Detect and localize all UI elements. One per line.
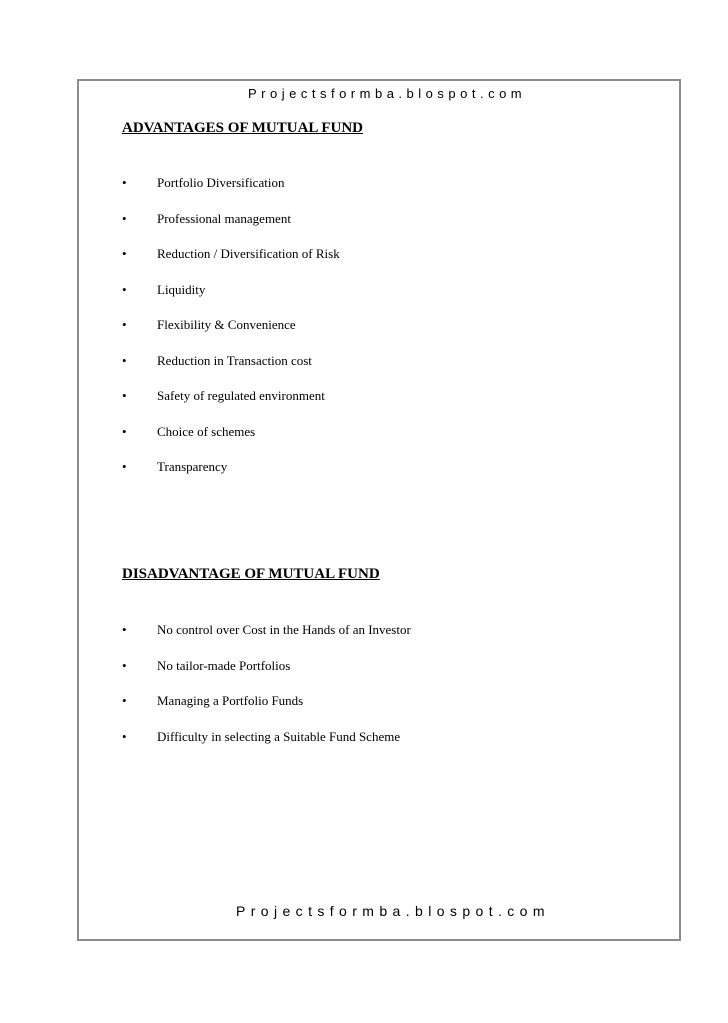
bullet-icon: • [122,352,127,368]
list-item [122,657,411,693]
list-item [122,174,340,210]
list-item [122,728,411,764]
bullet-icon: • [122,657,127,673]
bullet-icon: • [122,728,127,744]
list-item-text: Choice of schemes [157,423,256,439]
list-item [122,210,340,246]
list-item-text: Reduction / Diversification of Risk [157,246,340,261]
bullet-icon: • [122,246,127,261]
list-item-text: Liquidity [157,281,206,297]
list-item-text: Flexibility & Convenience [157,317,296,332]
list-item [122,692,411,728]
list-item-text: Managing a Portfolio Funds [157,693,304,708]
bullet-icon: • [122,459,127,474]
advantages-heading: ADVANTAGES OF MUTUAL FUND [122,120,363,136]
page-footer: Projectsformba.blospot.com [236,903,550,919]
bullet-icon: • [122,281,127,297]
list-item-text: Safety of regulated environment [157,388,325,403]
list-item [122,352,340,388]
list-item-text: Difficulty in selecting a Suitable Fund Scheme [157,728,401,744]
list-item-text: Portfolio Diversification [157,175,285,190]
list-item-text: Transparency [157,459,228,474]
bullet-icon: • [122,210,127,226]
list-item [122,458,340,494]
list-item [122,621,411,657]
disadvantages-heading: DISADVANTAGE OF MUTUAL FUND [122,566,380,582]
list-item [122,316,340,352]
disadvantages-list [122,621,411,763]
bullet-icon: • [122,622,127,637]
list-item [122,387,340,423]
list-item-text: No control over Cost in the Hands of an Investor [157,622,411,637]
list-item [122,245,340,281]
advantages-list [122,174,340,494]
bullet-icon: • [122,175,127,190]
page-header: Projectsformba.blospot.com [248,86,527,101]
bullet-icon: • [122,317,127,332]
list-item-text: No tailor-made Portfolios [157,657,291,673]
list-item-text: Reduction in Transaction cost [157,352,312,368]
list-item [122,423,340,459]
bullet-icon: • [122,388,127,403]
bullet-icon: • [122,423,127,439]
list-item-text: Professional management [157,210,291,226]
list-item [122,281,340,317]
bullet-icon: • [122,693,127,708]
